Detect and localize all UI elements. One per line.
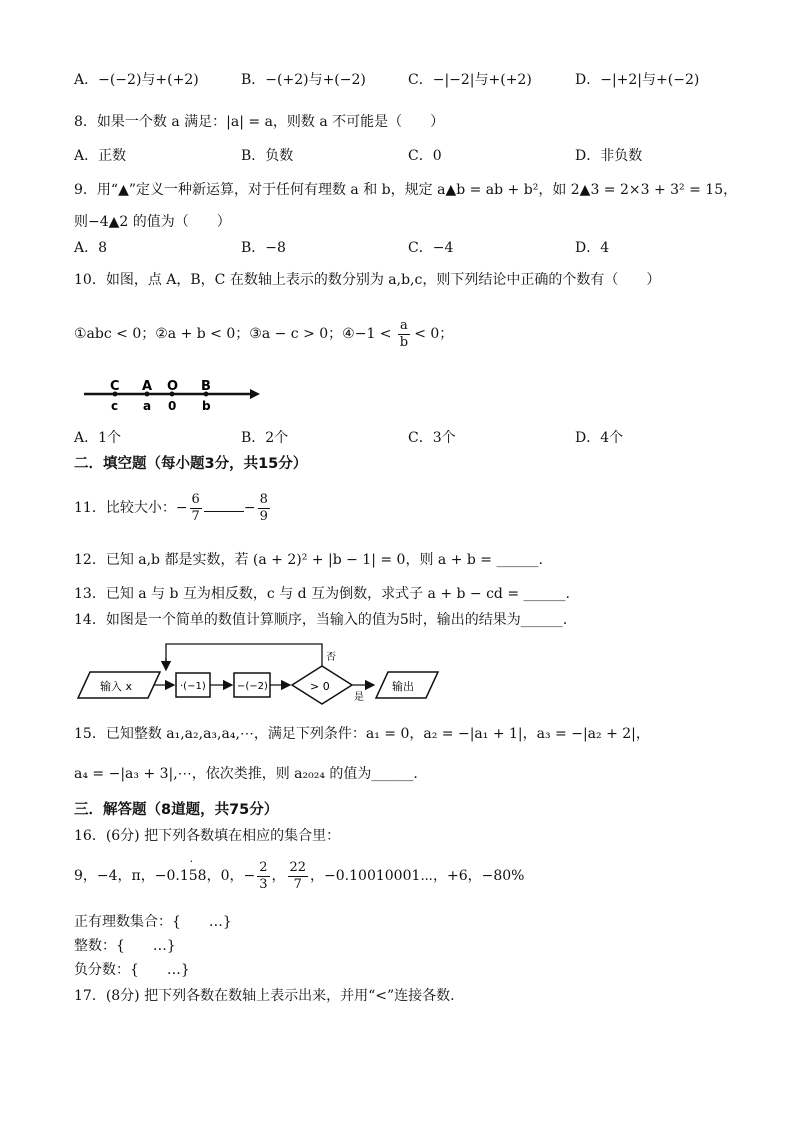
flow-op2-label: −(−2): [237, 681, 268, 692]
q11-f1-den: 7: [191, 508, 200, 524]
q10-option-c: C．3个: [408, 430, 456, 446]
q11-f1-num: 6: [191, 491, 200, 507]
q11-prefix: 11．比较大小：−: [74, 500, 188, 516]
flow-condition-label: > 0: [310, 680, 330, 693]
q9-option-c: C．−4: [408, 240, 454, 256]
q9-line2: 则−4▲2 的值为（ ）: [74, 214, 231, 230]
q15-line2: a₄ = −|a₃ + 3|,⋯，依次类推，则 a₂₀₂₄ 的值为______.: [74, 766, 418, 782]
q16-numbers-d: ，−0.10010001⋯，+6，−80%: [310, 868, 525, 884]
q14-text: 14．如图是一个简单的数值计算顺序，当输入的值为5时，输出的结果为______.: [74, 612, 568, 628]
q11-fraction-2: [258, 492, 270, 525]
q16-repeat-digit-value: 8: [197, 868, 207, 884]
q7-option-b: B．−(+2)与+(−2): [241, 72, 366, 88]
axis-label-c-lower: c: [111, 399, 119, 413]
axis-label-c-upper: C: [110, 379, 120, 394]
q8-option-b: B．负数: [241, 148, 294, 164]
q16-numbers-a: 9，−4，π，−0.15: [74, 868, 198, 884]
axis-label-b-lower: b: [202, 399, 211, 413]
q9-line1: 9．用“▲”定义一种新运算，对于任何有理数 a 和 b，规定 a▲b = ab + b²，如 2▲3 = 2×3 + 3² = 15，: [74, 182, 738, 198]
q11-fraction-1: [190, 492, 202, 525]
flow-op1-label: ·(−1): [180, 681, 206, 692]
axis-label-a-lower: a: [143, 399, 152, 413]
q11-answer-blank[interactable]: [204, 511, 244, 512]
q7-option-d: D．−|+2|与+(−2): [575, 72, 700, 88]
q16-text: 16．(6分) 把下列各数填在相应的集合里：: [74, 828, 341, 844]
q10-frac-den: b: [399, 334, 409, 350]
q16-repeat-digit: [189, 855, 207, 884]
q10-option-d: D．4个: [575, 430, 624, 446]
q10-frac-num: a: [400, 317, 408, 333]
q10-conditions-main: ①abc < 0；②a + b < 0；③a − c > 0；④−1 <: [74, 326, 392, 342]
q10-conditions: [74, 316, 453, 352]
flow-yes-label: 是: [354, 692, 364, 703]
q16-numbers-b: ，0，−: [206, 868, 256, 884]
q8-option-a: A．正数: [74, 148, 127, 164]
q15-line1: 15．已知整数 a₁,a₂,a₃,a₄,⋯，满足下列条件：a₁ = 0，a₂ = −|a₁ + 1|，a₃ = −|a₂ + 2|，: [74, 726, 650, 742]
q16-f2-num: 22: [289, 859, 307, 875]
q16-numbers: [74, 852, 524, 900]
q16-f2-den: 7: [293, 876, 302, 892]
q10-fraction: [398, 318, 410, 351]
q7-option-a: A．−(−2)与+(+2): [74, 72, 199, 88]
section-2-heading: 二．填空题（每小题3分，共15分）: [74, 456, 308, 472]
flow-no-label: 否: [326, 652, 336, 663]
q11-row: [74, 488, 272, 528]
q16-set-positive-rational: 正有理数集合：{ …}: [74, 914, 232, 930]
q8-option-c: C．0: [408, 148, 442, 164]
q16-fraction-1: [257, 860, 269, 893]
flow-input-label: 输入 x: [100, 680, 133, 693]
q9-option-b: B．−8: [241, 240, 286, 256]
q16-set-integers: 整数：{ …}: [74, 938, 176, 954]
q12-text: 12．已知 a,b 都是实数，若 (a + 2)² + |b − 1| = 0，则 a + b = ______.: [74, 552, 543, 568]
q9-option-a: A．8: [74, 240, 108, 256]
axis-label-zero-lower: 0: [168, 399, 177, 413]
q16-fraction-2: [288, 860, 309, 893]
q11-mid: −: [243, 500, 256, 516]
q10-text: 10．如图，点 A，B，C 在数轴上表示的数分别为 a,b,c，则下列结论中正确的个数有（ ）: [74, 272, 661, 288]
q17-text: 17．(8分) 把下列各数在数轴上表示出来，并用“<”连接各数.: [74, 988, 455, 1004]
q8-text: 8．如果一个数 a 满足：|a| = a，则数 a 不可能是（ ）: [74, 114, 445, 130]
q16-set-negative-fractions: 负分数：{ …}: [74, 962, 190, 978]
q11-f2-num: 8: [259, 491, 268, 507]
q10-option-a: A．1个: [74, 430, 122, 446]
number-line-figure: [80, 374, 270, 414]
flowchart-figure: [70, 638, 450, 708]
axis-label-a-upper: A: [142, 379, 153, 394]
q16-numbers-c: ，: [271, 868, 286, 884]
q13-text: 13．已知 a 与 b 互为相反数，c 与 d 互为倒数，求式子 a + b − cd = ______.: [74, 586, 570, 602]
q8-option-d: D．非负数: [575, 148, 643, 164]
q11-f2-den: 9: [259, 508, 268, 524]
q16-repeat-dot: ·: [189, 855, 194, 868]
q9-option-d: D．4: [575, 240, 610, 256]
q10-conditions-tail: < 0；: [414, 326, 454, 342]
flow-output-label: 输出: [392, 680, 414, 693]
q10-option-b: B．2个: [241, 430, 289, 446]
q7-option-c: C．−|−2|与+(+2): [408, 72, 532, 88]
q16-f1-num: 2: [259, 859, 268, 875]
q16-f1-den: 3: [259, 876, 268, 892]
axis-label-b-upper: B: [201, 379, 211, 394]
section-3-heading: 三．解答题（8道题，共75分）: [74, 802, 279, 818]
axis-label-o-upper: O: [167, 379, 179, 394]
